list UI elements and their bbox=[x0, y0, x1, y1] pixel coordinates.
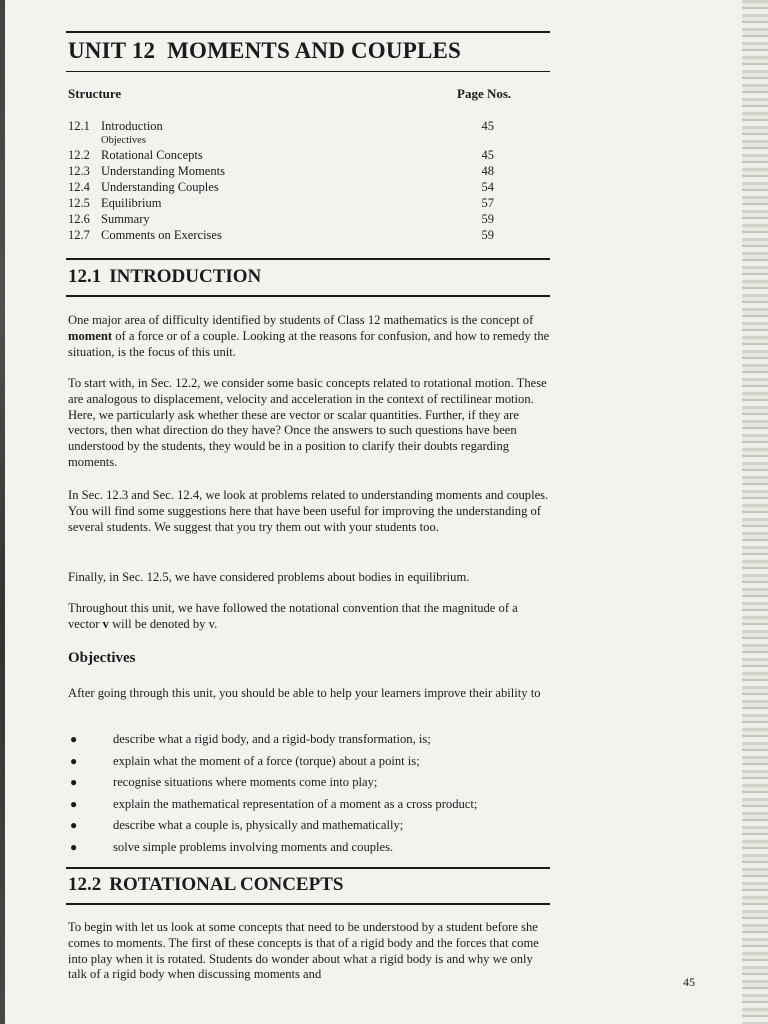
structure-label: Structure bbox=[68, 86, 122, 101]
section-heading-introduction bbox=[68, 266, 261, 288]
toc-entry bbox=[68, 227, 498, 243]
scan-edge-right bbox=[742, 0, 768, 1024]
objective-item bbox=[68, 774, 552, 796]
section-rule-top bbox=[66, 258, 550, 260]
paragraph-text: To start with, in Sec. 12.2, we consider some basic concepts related to rotational motion. These are analogous to displacement, velocity and acceleration in the context of rectilinear motion. Here, we particularly ask whether these are vector or scalar quantities. Further, if they are vectors, then what direction do they have? Once the answers to such questions have been understood by the students, they would be in a position to clarify their doubts regarding moments. bbox=[68, 376, 547, 469]
paragraph-text: Finally, in Sec. 12.5, we have considered problems about bodies in equilibrium. bbox=[68, 570, 470, 584]
paragraph-text: of a force or of a couple. Looking at the reasons for confusion, and how to remedy the situation, is the focus of this unit. bbox=[68, 328, 550, 359]
toc-entry-number: 12.7 bbox=[68, 228, 90, 242]
toc-entry-number: 12.3 bbox=[68, 164, 90, 178]
paragraph bbox=[68, 376, 552, 471]
paragraph-text: In Sec. 12.3 and Sec. 12.4, we look at problems related to understanding moments and couples. You will find some suggestions here that have been useful for improving the understanding of several students. We suggest that you try them out with your students too. bbox=[68, 488, 549, 534]
paragraph-text: will be denoted by v. bbox=[108, 616, 218, 631]
scan-edge-left bbox=[0, 0, 5, 1024]
paragraph bbox=[68, 313, 552, 360]
section-rule-bottom bbox=[66, 295, 550, 297]
objective-text: recognise situations where moments come into play; bbox=[113, 775, 378, 789]
toc-entry-number: 12.6 bbox=[68, 212, 90, 226]
toc-entry-page: 48 bbox=[481, 164, 494, 178]
paragraph bbox=[68, 601, 552, 633]
bullet-icon: ● bbox=[70, 818, 78, 832]
toc-entry bbox=[68, 163, 498, 179]
unit-title: UNIT 12 MOMENTS AND COUPLES bbox=[68, 38, 462, 63]
table-of-contents bbox=[68, 118, 498, 243]
section-number: 12.1 bbox=[68, 266, 102, 287]
toc-entry-page: 59 bbox=[481, 212, 494, 226]
bullet-icon: ● bbox=[70, 753, 78, 768]
toc-entry-page: 59 bbox=[481, 228, 494, 242]
toc-entry-title: Comments on Exercises bbox=[101, 228, 222, 242]
toc-entry-number: 12.5 bbox=[68, 196, 90, 210]
objective-text: describe what a couple is, physically and mathematically; bbox=[113, 818, 404, 832]
objectives-heading: Objectives bbox=[68, 650, 136, 666]
toc-entry-title: Rotational Concepts bbox=[101, 148, 203, 162]
paragraph bbox=[68, 488, 552, 535]
bullet-icon: ● bbox=[70, 732, 78, 746]
section-heading-rotational-concepts bbox=[68, 874, 343, 896]
toc-entry-title: Summary bbox=[101, 212, 150, 226]
objective-item bbox=[68, 839, 552, 861]
toc-entry bbox=[68, 147, 498, 163]
paragraph bbox=[68, 570, 552, 586]
objective-text: describe what a rigid body, and a rigid-body transformation, is; bbox=[113, 732, 431, 746]
vector-symbol: v bbox=[102, 616, 109, 631]
section-rule-bottom bbox=[66, 903, 550, 905]
toc-entry-page: 54 bbox=[481, 180, 494, 194]
toc-entry-title: Understanding Moments bbox=[101, 164, 225, 178]
toc-entry bbox=[68, 195, 498, 211]
page-nos-label: Page Nos. bbox=[457, 86, 512, 101]
title-rule bbox=[66, 71, 550, 72]
toc-entry-title: Objectives bbox=[101, 135, 146, 146]
keyword-moment: moment bbox=[68, 328, 113, 343]
paragraph-text: Throughout this unit, we have followed the notational convention that the magnitude of a vector bbox=[68, 601, 518, 631]
toc-entry-number: 12.1 bbox=[68, 119, 90, 133]
toc-entry-number: 12.2 bbox=[68, 148, 90, 162]
objective-item bbox=[68, 817, 552, 839]
paragraph: To begin with let us look at some concepts that need to be understood by a student before she comes to moments. The first of these concepts is that of a rigid body and the forces that come into play when it is rotated. Students do wonder about what a rigid body is and why we only talk of a rigid body when discussing moments and bbox=[68, 920, 539, 982]
toc-entry bbox=[68, 134, 498, 147]
objective-item bbox=[68, 796, 552, 818]
objectives-intro: After going through this unit, you should be able to help your learners improve their ability to bbox=[68, 686, 541, 700]
bullet-icon: ● bbox=[70, 839, 78, 854]
toc-entry-title: Equilibrium bbox=[101, 196, 162, 210]
toc-entry-title: Introduction bbox=[101, 119, 163, 133]
section-number: 12.2 bbox=[68, 874, 102, 895]
toc-entry-title: Understanding Couples bbox=[101, 180, 219, 194]
toc-entry-number: 12.4 bbox=[68, 180, 90, 194]
toc-entry-page: 45 bbox=[481, 119, 494, 133]
bullet-icon: ● bbox=[70, 796, 78, 811]
bullet-icon: ● bbox=[70, 775, 78, 789]
toc-entry-page: 57 bbox=[481, 196, 494, 210]
objectives-list bbox=[68, 731, 552, 860]
objective-text: explain what the moment of a force (torque) about a point is; bbox=[113, 753, 420, 768]
objective-text: solve simple problems involving moments and couples. bbox=[113, 839, 394, 854]
objective-text: explain the mathematical representation of a moment as a cross product; bbox=[113, 796, 478, 811]
section-rule-top bbox=[66, 867, 550, 869]
toc-entry bbox=[68, 118, 498, 134]
paragraph-text: One major area of difficulty identified by students of Class 12 mathematics is the concept of bbox=[68, 313, 534, 327]
section-title: INTRODUCTION bbox=[109, 266, 262, 287]
top-rule bbox=[66, 31, 550, 33]
objective-item bbox=[68, 753, 552, 775]
section-title: ROTATIONAL CONCEPTS bbox=[109, 874, 344, 895]
toc-entry-page: 45 bbox=[481, 148, 494, 162]
objective-item bbox=[68, 731, 552, 753]
page-number: 45 bbox=[683, 975, 695, 989]
toc-entry bbox=[68, 179, 498, 195]
toc-entry bbox=[68, 211, 498, 227]
